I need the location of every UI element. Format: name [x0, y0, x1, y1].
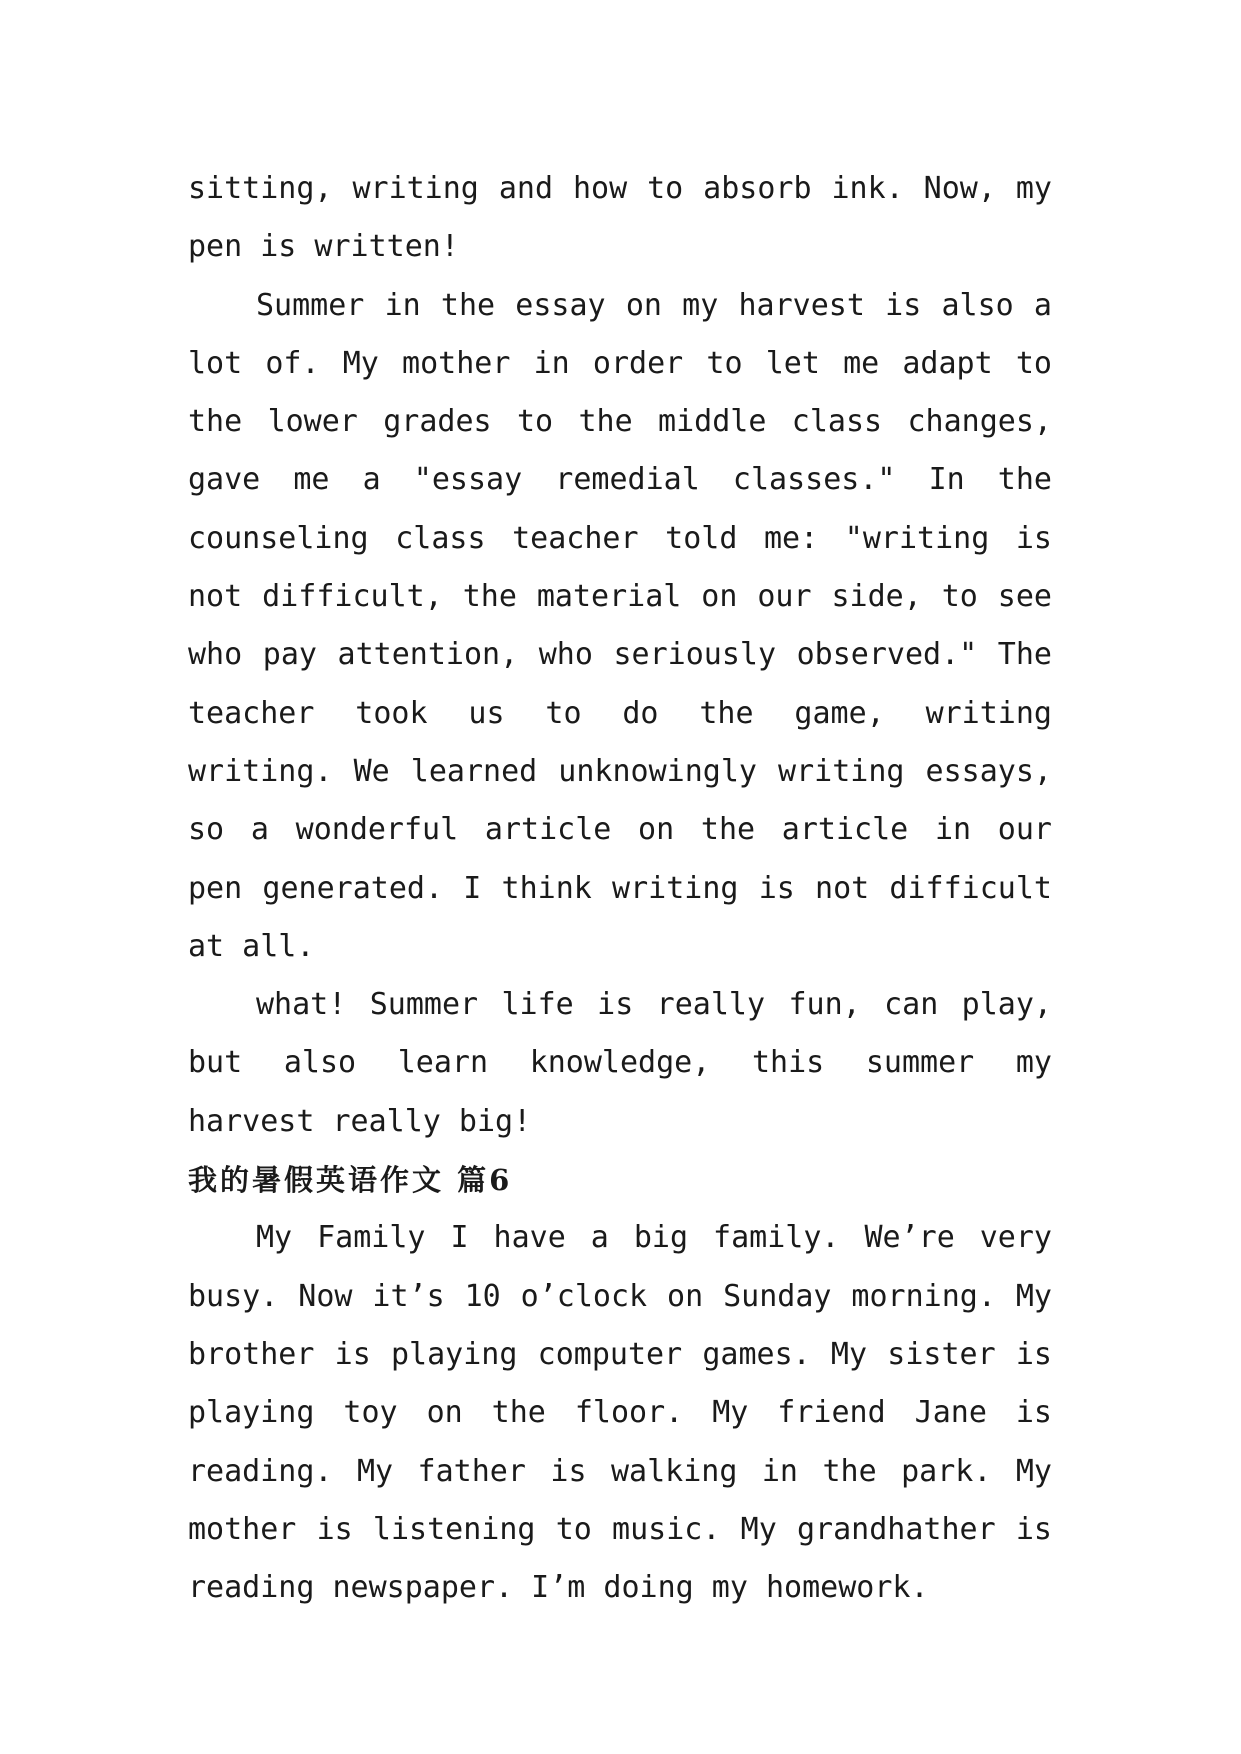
- paragraph-essay-harvest: Summer in the essay on my harvest is also a lot of. My mother in order to let me adapt to the lower grades to the middle class changes, gave me a "essay remedial classes." In the counseling class teacher told me: "writing is not difficult, the material on our side, to see who pay attention, who seriously observed." The teacher took us to do the game, writing writing. We learned unknowingly writing essays, so a wonderful article on the article in our pen generated. I think writing is not difficult at all.: [188, 287, 1052, 964]
- document-body: [188, 160, 1052, 1617]
- section-heading: 我的暑假英语作文 篇6: [188, 1163, 513, 1198]
- paragraph-summer-conclusion: what! Summer life is really fun, can play, but also learn knowledge, this summer my harvest really big!: [188, 987, 1052, 1139]
- paragraph-continuation: sitting, writing and how to absorb ink. Now, my pen is written!: [188, 171, 1052, 265]
- paragraph-my-family: My Family I have a big family. We’re very busy. Now it’s 10 o’clock on Sunday morning. My brother is playing computer games. My sister is playing toy on the floor. My friend Jane is reading. My father is walking in the park. My mother is listening to music. My grandhather is reading newspaper. I’m doing my homework.: [188, 1220, 1052, 1606]
